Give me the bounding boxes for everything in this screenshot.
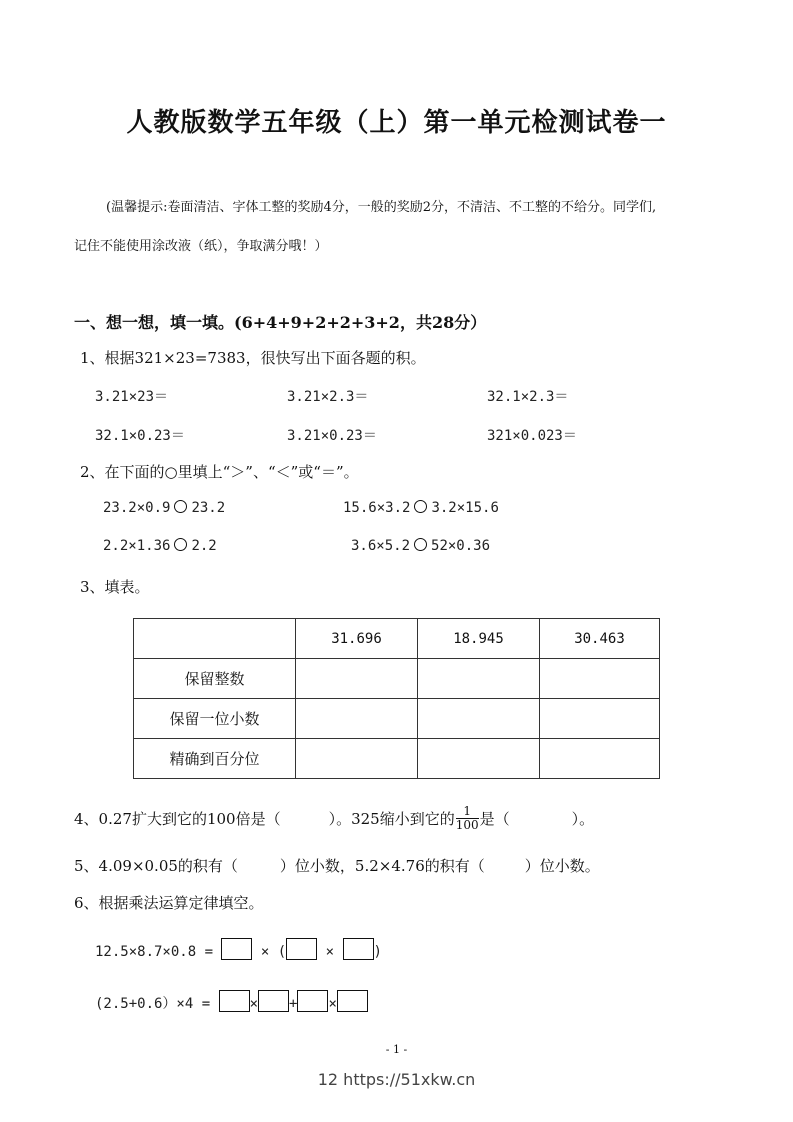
answer-box[interactable] [297, 990, 328, 1012]
answer-cell[interactable] [418, 739, 540, 779]
times-sign: × [328, 996, 337, 1012]
q2-compare [343, 500, 499, 516]
q4-text: ）。 [571, 810, 595, 828]
q1-item: 32.1×0.23＝ [95, 428, 185, 444]
q5-text: ）位小数，5.2×4.76的积有（ [279, 857, 485, 875]
answer-box[interactable] [286, 938, 317, 960]
answer-cell[interactable] [540, 659, 660, 699]
q1-item: 3.21×23＝ [95, 389, 169, 405]
times-sign: × [325, 944, 335, 960]
answer-box[interactable] [258, 990, 289, 1012]
times-sign: × [260, 944, 270, 960]
table-header-cell: 18.945 [418, 619, 540, 659]
answer-cell[interactable] [296, 699, 418, 739]
fraction-numerator: 1 [456, 805, 479, 819]
table-header-cell: 31.696 [296, 619, 418, 659]
q1-item: 32.1×2.3＝ [487, 389, 569, 405]
q3-prompt: 3、填表。 [80, 578, 150, 596]
q6-equation-2 [95, 990, 368, 1013]
q2-left: 15.6×3.2 [343, 500, 411, 516]
q1-item: 3.21×0.23＝ [287, 428, 377, 444]
q6-equation-1 [95, 938, 382, 960]
q2-right: 52×0.36 [431, 538, 491, 554]
q2-right: 2.2 [191, 538, 217, 554]
q1-item: 321×0.023＝ [487, 428, 577, 444]
answer-cell[interactable] [540, 699, 660, 739]
q2-compare [103, 538, 217, 554]
rounding-table [133, 618, 660, 779]
row-label: 保留整数 [134, 659, 296, 699]
q5-line [74, 855, 600, 876]
q2-right: 3.2×15.6 [431, 500, 499, 516]
fraction [456, 805, 479, 832]
answer-cell[interactable] [418, 659, 540, 699]
answer-box[interactable] [219, 990, 250, 1012]
paren-close: ) [373, 944, 382, 960]
circle-blank-icon[interactable] [414, 538, 427, 551]
q4-text: ）。325缩小到它的 [328, 810, 455, 828]
row-label: 精确到百分位 [134, 739, 296, 779]
q1-item: 3.21×2.3＝ [287, 389, 369, 405]
q2-compare [351, 538, 490, 554]
answer-cell[interactable] [296, 739, 418, 779]
q6-eq-left: 12.5×8.7×0.8 = [95, 944, 214, 960]
tip-line-2: 记住不能使用涂改液（纸），争取满分哦！） [74, 239, 328, 254]
answer-box[interactable] [343, 938, 374, 960]
tip-line-1: (温馨提示:卷面清洁、字体工整的奖励4分，一般的奖励2分，不清洁、不工整的不给分。同学们, [106, 200, 657, 215]
q2-left: 2.2×1.36 [103, 538, 171, 554]
q2-left: 3.6×5.2 [351, 538, 411, 554]
section-1-heading: 一、想一想，填一填。(6+4+9+2+2+3+2，共28分） [74, 313, 487, 332]
fraction-denominator: 100 [455, 818, 479, 832]
q5-text: 5、4.09×0.05的积有（ [74, 857, 238, 875]
times-sign: × [249, 996, 259, 1012]
table-header-row [134, 619, 660, 659]
answer-box[interactable] [337, 990, 368, 1012]
circle-blank-icon[interactable] [174, 500, 187, 513]
q6-prompt: 6、根据乘法运算定律填空。 [74, 894, 264, 912]
q2-right: 23.2 [191, 500, 226, 516]
q6-eq-left: (2.5+0.6）×4 = [95, 996, 211, 1012]
table-row [134, 659, 660, 699]
q4-line [74, 805, 594, 832]
q2-left: 23.2×0.9 [103, 500, 171, 516]
q4-text: 是（ [479, 810, 510, 828]
answer-cell[interactable] [418, 699, 540, 739]
paren-open: ( [277, 944, 287, 960]
circle-blank-icon[interactable] [414, 500, 427, 513]
table-row [134, 739, 660, 779]
row-label: 保留一位小数 [134, 699, 296, 739]
answer-box[interactable] [221, 938, 252, 960]
q2-compare [103, 500, 225, 516]
watermark-link[interactable]: 12 https://51xkw.cn [317, 1070, 476, 1089]
q1-prompt: 1、根据321×23=7383，很快写出下面各题的积。 [80, 349, 426, 367]
q4-text: 4、0.27扩大到它的100倍是（ [74, 810, 281, 828]
page-title: 人教版数学五年级（上）第一单元检测试卷一 [126, 108, 667, 138]
page-number: - 1 - [385, 1043, 408, 1056]
answer-cell[interactable] [296, 659, 418, 699]
q2-prompt: 2、在下面的○里填上“＞”、“＜”或“＝”。 [80, 463, 359, 481]
q5-text: ）位小数。 [524, 857, 600, 875]
circle-blank-icon[interactable] [174, 538, 187, 551]
table-row [134, 699, 660, 739]
answer-cell[interactable] [540, 739, 660, 779]
plus-sign: + [289, 996, 298, 1012]
table-header-cell [134, 619, 296, 659]
table-header-cell: 30.463 [540, 619, 660, 659]
